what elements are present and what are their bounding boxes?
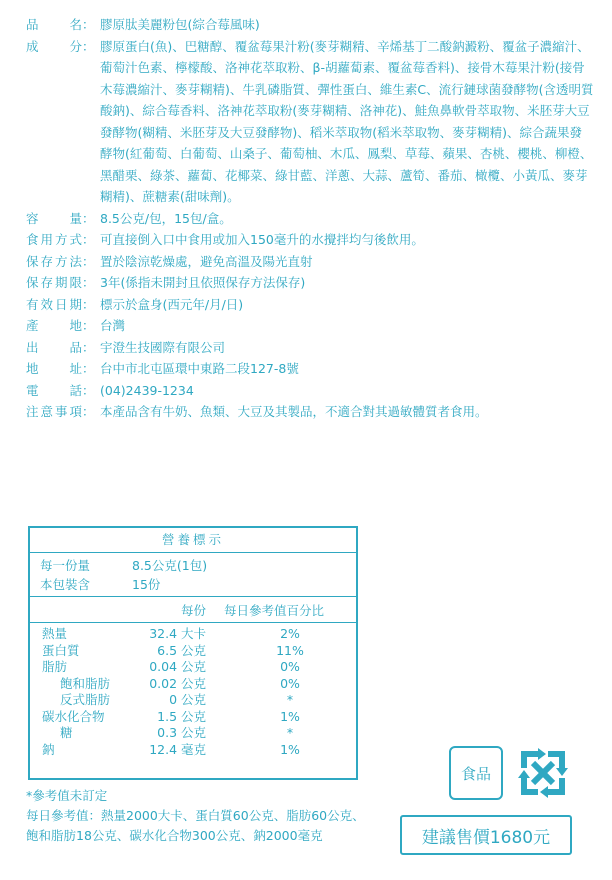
nutrient-amount: 12.4 毫克 — [149, 741, 206, 757]
divider — [30, 622, 356, 623]
colon: ： — [82, 253, 95, 269]
nutrient-daily-value: 11% — [276, 642, 304, 658]
nutrition-row — [30, 626, 356, 643]
info-label-ingredients — [26, 36, 82, 58]
nutrition-row — [30, 725, 356, 742]
nutrient-name: 鈉 — [42, 741, 55, 757]
nutrient-daily-value: 2% — [280, 626, 300, 641]
info-row-notice — [26, 401, 594, 423]
colon: ： — [82, 404, 95, 419]
nutrition-row — [30, 709, 356, 726]
label-char: 電 — [26, 382, 39, 398]
nutrient-amount: 0 公克 — [169, 692, 206, 707]
nutrient-daily-value: * — [286, 725, 294, 740]
nutrient-name: 碳水化合物 — [42, 708, 105, 724]
label-char: 品 — [26, 17, 39, 32]
label-char: 容 — [26, 210, 39, 226]
label-char: 量 — [69, 210, 82, 226]
label-char: 事 — [54, 404, 68, 419]
suggested-price: 建議售價1680元 — [400, 815, 572, 855]
label-char: 址 — [69, 361, 82, 376]
label-char: 地 — [69, 318, 82, 333]
label-char: 出 — [26, 339, 39, 355]
nutrient-name: 糖 — [60, 725, 73, 740]
info-row-origin — [26, 315, 594, 337]
nutrient-amount: 6.5 公克 — [157, 642, 206, 658]
label-char: 存 — [40, 275, 53, 290]
info-value-ingredients: 膠原蛋白(魚)、巴糖醇、覆盆莓果汁粉(麥芽糊精、辛烯基丁二酸鈉澱粉、覆盆子濃縮汁、葡萄汁色素、檸檬酸、洛神花萃取粉、β-胡蘿蔔素、覆盆莓香料)、接骨木莓果汁粉(接骨木莓濃縮汁、麥芽糊精)、牛乳磷脂質、彈性蛋白、維生素C、流行鏈球菌發酵物(含透明質酸鈉)、綜合莓香料、洛神花萃取粉(麥芽糊精、洛神花)、鮭魚鼻軟骨萃取物、米胚芽大豆發酵物(糊精、米胚芽及大豆發酵物)、稻米萃取物(稻米萃取物、麥芽糊精)、綜合蔬果發酵物(紅葡萄、白葡萄、山桑子、葡萄柚、木瓜、鳳梨、草莓、蘋果、杏桃、櫻桃、柳橙、黑醋栗、綠茶、蘿蔔、花椰菜、綠甘藍、洋蔥、大蒜、蘆筍、番茄、橄欖、小黃瓜、麥芽糊精)、蔗糖素(甜味劑)。 — [100, 38, 594, 204]
nutrient-name: 脂肪 — [42, 659, 68, 674]
servings-label: 本包裝含 — [40, 577, 91, 592]
nutrition-header — [30, 600, 356, 622]
info-row-shelf — [26, 272, 594, 294]
col-daily-value: 每日參考值百分比 — [224, 603, 325, 618]
info-value-origin: 台灣 — [100, 318, 126, 333]
nutrient-amount: 32.4 大卡 — [149, 626, 206, 641]
notes — [26, 786, 366, 846]
info-row-usage — [26, 229, 594, 251]
footnote: *參考值未訂定 — [26, 788, 108, 803]
nutrient-daily-value: 1% — [280, 708, 300, 724]
serving-label: 每一份量 — [40, 558, 91, 573]
nutrient-amount: 0.02 公克 — [149, 675, 206, 691]
info-row-address — [26, 358, 594, 380]
label-char: 有 — [26, 296, 39, 312]
nutrient-name: 蛋白質 — [42, 642, 80, 658]
nutrient-daily-value: 0% — [280, 659, 300, 674]
colon: ： — [82, 38, 95, 54]
label-char: 名 — [69, 17, 82, 32]
product-info — [26, 14, 594, 423]
info-value-usage: 可直接倒入口中食用或加入150毫升的水攪拌均勻後飲用。 — [100, 232, 424, 247]
nutrition-table — [28, 526, 358, 780]
nutrition-row — [30, 643, 356, 660]
label-char: 分 — [69, 38, 82, 54]
nutrient-amount: 1.5 公克 — [157, 708, 206, 724]
colon: ： — [82, 210, 95, 226]
label-char: 產 — [26, 318, 39, 333]
label-char: 存 — [40, 253, 53, 269]
info-value-phone: (04)2439-1234 — [100, 382, 194, 398]
label-char: 方 — [54, 232, 68, 247]
colon: ： — [82, 318, 95, 333]
nutrition-rows — [30, 626, 356, 758]
info-label-storage — [26, 251, 82, 273]
serving-info — [40, 556, 207, 594]
colon: ： — [82, 361, 95, 376]
label-char: 食 — [26, 232, 39, 247]
recycle-icon — [516, 746, 570, 800]
label-char: 保 — [26, 253, 39, 269]
reference-values: 每日參考值：熱量2000大卡、蛋白質60公克、脂肪60公克、飽和脂肪18公克、碳水化合物300公克、鈉2000毫克 — [26, 808, 365, 843]
info-value-notice: 本產品含有牛奶、魚類、大豆及其製品，不適合對其過敏體質者食用。 — [100, 404, 488, 419]
col-per-serving: 每份 — [180, 603, 206, 618]
nutrient-name: 熱量 — [42, 626, 68, 641]
info-row-maker — [26, 337, 594, 359]
nutrient-daily-value: 1% — [280, 741, 300, 757]
food-badge: 食品 — [449, 746, 503, 800]
colon: ： — [82, 382, 95, 398]
info-label-expiry — [26, 294, 82, 316]
serving-value: 8.5公克(1包) — [132, 558, 208, 573]
info-label-notice — [26, 401, 82, 423]
info-row-volume — [26, 208, 594, 230]
info-label-usage — [26, 229, 82, 251]
info-value-name: 膠原肽美麗粉包(綜合莓風味) — [100, 17, 260, 32]
info-label-shelf — [26, 272, 82, 294]
label-char: 式 — [69, 232, 82, 247]
info-label-origin — [26, 315, 82, 337]
nutrition-row — [30, 659, 356, 676]
label-char: 話 — [69, 382, 82, 398]
info-label-phone — [26, 380, 82, 402]
info-value-shelf: 3年(係指未開封且依照保存方法保存) — [100, 275, 306, 290]
label-char: 品 — [69, 339, 82, 355]
info-label-volume — [26, 208, 82, 230]
nutrient-name: 反式脂肪 — [60, 692, 111, 707]
info-label-address — [26, 358, 82, 380]
colon: ： — [82, 275, 95, 290]
label-char: 期 — [69, 296, 82, 312]
label-char: 保 — [26, 275, 39, 290]
colon: ： — [82, 296, 95, 312]
label-char: 法 — [69, 253, 82, 269]
label-char: 意 — [40, 404, 53, 419]
info-row-storage — [26, 251, 594, 273]
info-value-storage: 置於陰涼乾燥處，避免高溫及陽光直射 — [100, 253, 313, 269]
nutrition-row — [30, 692, 356, 709]
label-char: 限 — [69, 275, 82, 290]
colon: ： — [82, 232, 95, 247]
label-char: 項 — [69, 404, 82, 419]
label-char: 注 — [26, 404, 39, 419]
nutrition-row — [30, 742, 356, 759]
label-char: 地 — [26, 361, 39, 376]
nutrition-row — [30, 676, 356, 693]
label-char: 用 — [40, 232, 53, 247]
label-char: 效 — [40, 296, 53, 312]
nutrient-amount: 0.04 公克 — [149, 659, 206, 674]
colon: ： — [82, 17, 95, 32]
colon: ： — [82, 339, 95, 355]
label-char: 期 — [54, 275, 68, 290]
info-row-expiry — [26, 294, 594, 316]
divider — [30, 596, 356, 597]
info-row-ingredients — [26, 36, 594, 208]
nutrient-amount: 0.3 公克 — [157, 725, 206, 740]
servings-value: 15份 — [132, 577, 161, 592]
info-value-expiry: 標示於盒身(西元年/月/日) — [100, 296, 244, 312]
nutrient-name: 飽和脂肪 — [60, 675, 111, 691]
info-row-phone — [26, 380, 594, 402]
info-label-maker — [26, 337, 82, 359]
info-value-address: 台中市北屯區環中東路二段127-8號 — [100, 361, 299, 376]
label-char: 日 — [54, 296, 68, 312]
nutrition-title: 營養標示 — [30, 528, 356, 553]
label-char: 成 — [26, 38, 39, 54]
label-char: 方 — [54, 253, 68, 269]
info-row-name — [26, 14, 594, 36]
info-label-name — [26, 14, 82, 36]
info-value-maker: 宇澄生技國際有限公司 — [100, 339, 226, 355]
nutrient-daily-value: * — [286, 692, 294, 707]
info-value-volume: 8.5公克/包，15包/盒。 — [100, 210, 232, 226]
nutrient-daily-value: 0% — [280, 675, 300, 691]
